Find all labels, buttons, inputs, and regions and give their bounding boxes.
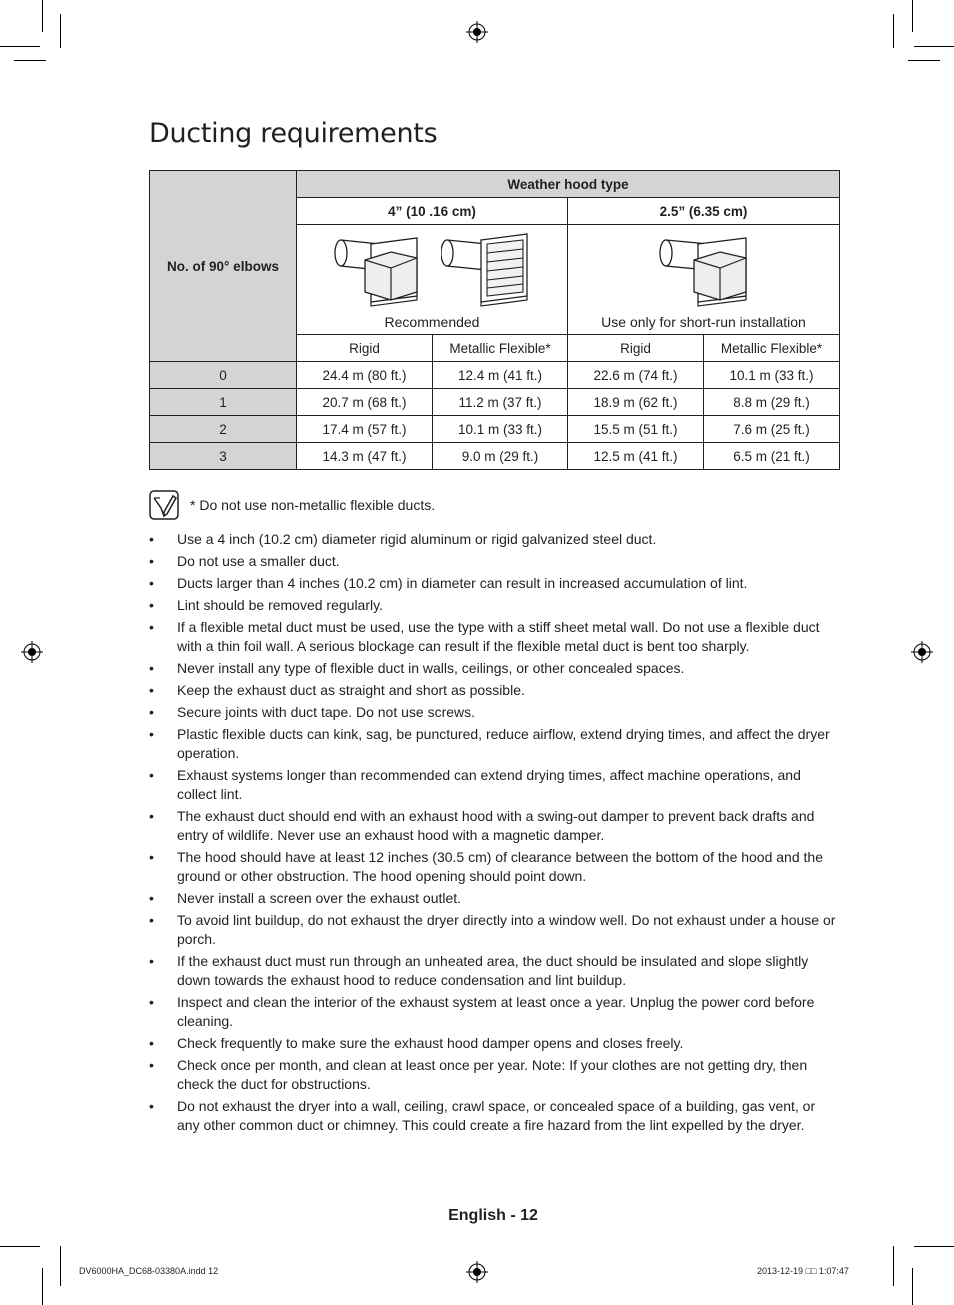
table-cell: 22.6 m (74 ft.) xyxy=(568,362,704,389)
louvered-hood-icon xyxy=(441,230,533,308)
table-row xyxy=(150,443,840,470)
date-slug: 2013-12-19 □□ 1:07:47 xyxy=(757,1266,849,1276)
table-cell: 18.9 m (62 ft.) xyxy=(568,389,704,416)
list-item: • The exhaust duct should end with an exhaust hood with a swing-out damper to prevent back drafts and entry of wildlife. Never use an exhaust hood with a magnetic damper. xyxy=(149,807,839,845)
crop-mark xyxy=(0,46,40,47)
crop-mark xyxy=(893,14,894,48)
list-item: • Do not use a smaller duct. xyxy=(149,552,839,571)
table-row xyxy=(150,389,840,416)
table-cell: 11.2 m (37 ft.) xyxy=(433,389,568,416)
duct-type-header: Metallic Flexible* xyxy=(704,335,840,362)
table-cell: 24.4 m (80 ft.) xyxy=(297,362,433,389)
crop-mark xyxy=(912,0,913,32)
elbow-count: 0 xyxy=(150,362,297,389)
list-item: • Exhaust systems longer than recommended can extend drying times, affect machine operations, and collect lint. xyxy=(149,766,839,804)
size-header-4in: 4” (10 .16 cm) xyxy=(297,198,568,225)
list-item: • If a flexible metal duct must be used, use the type with a stiff sheet metal wall. Do not use a flexible duct with a thin foil wall. A serious blockage can result if the flexible metal duct is bent too sharply. xyxy=(149,618,839,656)
table-cell: 17.4 m (57 ft.) xyxy=(297,416,433,443)
table-cell: 10.1 m (33 ft.) xyxy=(433,416,568,443)
weather-hood-header: Weather hood type xyxy=(297,171,840,198)
list-item: • Do not exhaust the dryer into a wall, ceiling, crawl space, or concealed space of a building, gas vent, or any other common duct or chimney. This could create a fire hazard from the lint expelled by the dryer. xyxy=(149,1097,839,1135)
duct-type-header: Rigid xyxy=(568,335,704,362)
short-run-caption: Use only for short-run installation xyxy=(601,314,806,330)
registration-mark-icon xyxy=(466,1261,488,1283)
table-row xyxy=(150,416,840,443)
page-title: Ducting requirements xyxy=(149,118,438,149)
elbows-header: No. of 90° elbows xyxy=(150,171,297,362)
duct-type-header: Rigid xyxy=(297,335,433,362)
table-cell: 14.3 m (47 ft.) xyxy=(297,443,433,470)
list-item: • Never install a screen over the exhaust outlet. xyxy=(149,889,839,908)
requirements-list xyxy=(149,530,839,1138)
damper-hood-icon xyxy=(656,230,752,308)
note xyxy=(149,490,435,520)
list-item: • Check frequently to make sure the exhaust hood damper opens and closes freely. xyxy=(149,1034,839,1053)
table-cell: 9.0 m (29 ft.) xyxy=(433,443,568,470)
list-item: • To avoid lint buildup, do not exhaust the dryer directly into a window well. Do not exhaust under a house or porch. xyxy=(149,911,839,949)
crop-mark xyxy=(42,0,43,32)
list-item: • Check once per month, and clean at least once per year. Note: If your clothes are not getting dry, then check the duct for obstructions. xyxy=(149,1056,839,1094)
table-cell: 15.5 m (51 ft.) xyxy=(568,416,704,443)
crop-mark xyxy=(908,60,940,61)
list-item: • The hood should have at least 12 inches (30.5 cm) of clearance between the bottom of the hood and the ground or other obstruction. The hood opening should point down. xyxy=(149,848,839,886)
table-row xyxy=(150,362,840,389)
page-number: English - 12 xyxy=(448,1207,538,1224)
table-cell: 12.4 m (41 ft.) xyxy=(433,362,568,389)
crop-mark xyxy=(0,1246,40,1247)
crop-mark xyxy=(914,1246,954,1247)
recommended-caption: Recommended xyxy=(384,314,480,330)
table-cell: 6.5 m (21 ft.) xyxy=(704,443,840,470)
list-item: • Ducts larger than 4 inches (10.2 cm) in diameter can result in increased accumulation of lint. xyxy=(149,574,839,593)
list-item: • Inspect and clean the interior of the exhaust system at least once a year. Unplug the power cord before cleaning. xyxy=(149,993,839,1031)
list-item: • Secure joints with duct tape. Do not use screws. xyxy=(149,703,839,722)
crop-mark xyxy=(912,1268,913,1305)
recommended-hoods-cell xyxy=(297,225,568,335)
note-text: * Do not use non-metallic flexible ducts. xyxy=(190,497,436,513)
damper-hood-icon xyxy=(331,230,423,308)
crop-mark xyxy=(60,14,61,48)
list-item: • If the exhaust duct must run through an unheated area, the duct should be insulated and slope slightly down towards the exhaust hood to reduce condensation and lint buildup. xyxy=(149,952,839,990)
crop-mark xyxy=(14,60,46,61)
crop-mark xyxy=(914,46,954,47)
list-item: • Never install any type of flexible duct in walls, ceilings, or other concealed spaces. xyxy=(149,659,839,678)
table-cell: 12.5 m (41 ft.) xyxy=(568,443,704,470)
file-slug: DV6000HA_DC68-03380A.indd 12 xyxy=(79,1266,219,1276)
short-run-hood-cell xyxy=(568,225,840,335)
table-cell: 8.8 m (29 ft.) xyxy=(704,389,840,416)
list-item: • Plastic flexible ducts can kink, sag, be punctured, reduce airflow, extend drying times, and affect the dryer operation. xyxy=(149,725,839,763)
table-cell: 20.7 m (68 ft.) xyxy=(297,389,433,416)
registration-mark-icon xyxy=(21,641,43,663)
list-item: • Keep the exhaust duct as straight and short as possible. xyxy=(149,681,839,700)
table-cell: 7.6 m (25 ft.) xyxy=(704,416,840,443)
list-item: • Use a 4 inch (10.2 cm) diameter rigid aluminum or rigid galvanized steel duct. xyxy=(149,530,839,549)
ducting-table xyxy=(149,170,840,470)
duct-type-header: Metallic Flexible* xyxy=(433,335,568,362)
registration-mark-icon xyxy=(466,21,488,43)
crop-mark xyxy=(60,1246,61,1286)
elbow-count: 1 xyxy=(150,389,297,416)
elbow-count: 3 xyxy=(150,443,297,470)
note-pencil-icon xyxy=(149,490,179,520)
crop-mark xyxy=(42,1268,43,1305)
size-header-2-5in: 2.5” (6.35 cm) xyxy=(568,198,840,225)
elbow-count: 2 xyxy=(150,416,297,443)
table-cell: 10.1 m (33 ft.) xyxy=(704,362,840,389)
registration-mark-icon xyxy=(911,641,933,663)
list-item: • Lint should be removed regularly. xyxy=(149,596,839,615)
crop-mark xyxy=(893,1246,894,1286)
